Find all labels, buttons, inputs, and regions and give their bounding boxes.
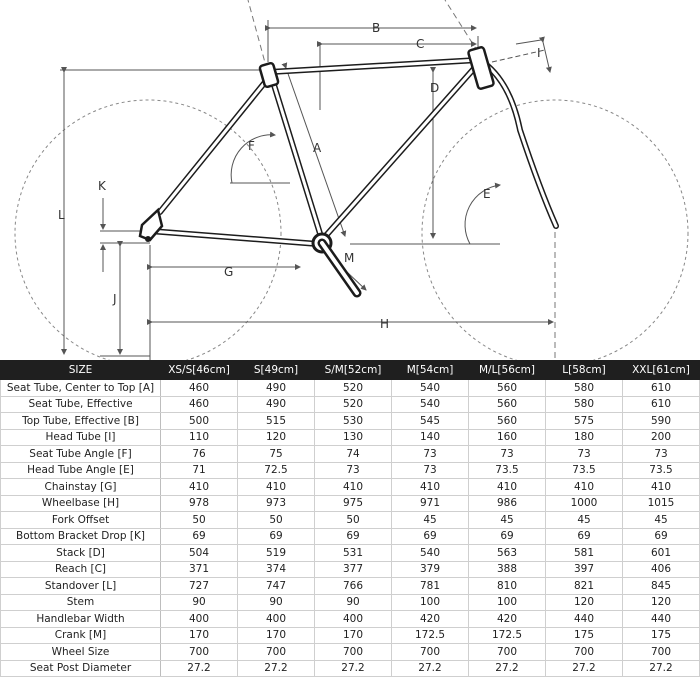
table-cell: 986 — [469, 495, 546, 512]
table-cell: 69 — [469, 528, 546, 545]
table-cell: 73 — [469, 446, 546, 463]
row-label: Seat Tube Angle [F] — [1, 446, 161, 463]
table-cell: 700 — [392, 644, 469, 661]
table-cell: 973 — [238, 495, 315, 512]
size-col-header: XXL[61cm] — [623, 361, 700, 380]
table-cell: 100 — [392, 594, 469, 611]
table-cell: 175 — [623, 627, 700, 644]
table-cell: 45 — [469, 512, 546, 529]
table-cell: 172.5 — [469, 627, 546, 644]
table-row — [1, 512, 700, 529]
table-cell: 50 — [315, 512, 392, 529]
size-header-label: SIZE — [1, 361, 161, 380]
table-cell: 971 — [392, 495, 469, 512]
row-label: Seat Tube, Center to Top [A] — [1, 380, 161, 397]
table-cell: 110 — [161, 429, 238, 446]
table-cell: 545 — [392, 413, 469, 430]
table-cell: 45 — [546, 512, 623, 529]
label-f: F — [248, 139, 255, 153]
size-col-header: S[49cm] — [238, 361, 315, 380]
table-row — [1, 627, 700, 644]
table-cell: 821 — [546, 578, 623, 595]
table-row — [1, 594, 700, 611]
table-cell: 515 — [238, 413, 315, 430]
table-cell: 130 — [315, 429, 392, 446]
table-cell: 27.2 — [469, 660, 546, 677]
label-j: J — [113, 292, 117, 306]
table-row — [1, 578, 700, 595]
table-cell: 410 — [623, 479, 700, 496]
table-cell: 978 — [161, 495, 238, 512]
table-cell: 504 — [161, 545, 238, 562]
row-label: Standover [L] — [1, 578, 161, 595]
table-cell: 170 — [161, 627, 238, 644]
table-cell: 580 — [546, 380, 623, 397]
table-cell: 560 — [469, 413, 546, 430]
table-cell: 69 — [546, 528, 623, 545]
table-cell: 520 — [315, 380, 392, 397]
table-cell: 69 — [392, 528, 469, 545]
bike-frame — [150, 60, 556, 244]
table-cell: 160 — [469, 429, 546, 446]
table-cell: 74 — [315, 446, 392, 463]
row-label: Reach [C] — [1, 561, 161, 578]
row-label: Fork Offset — [1, 512, 161, 529]
table-cell: 72.5 — [238, 462, 315, 479]
table-cell: 700 — [546, 644, 623, 661]
table-cell: 140 — [392, 429, 469, 446]
size-col-header: L[58cm] — [546, 361, 623, 380]
table-cell: 700 — [469, 644, 546, 661]
row-label: Seat Post Diameter — [1, 660, 161, 677]
table-cell: 50 — [238, 512, 315, 529]
extension-lines — [248, 0, 555, 360]
table-cell: 519 — [238, 545, 315, 562]
row-label: Head Tube [I] — [1, 429, 161, 446]
table-cell: 610 — [623, 380, 700, 397]
table-cell: 575 — [546, 413, 623, 430]
size-col-header: M/L[56cm] — [469, 361, 546, 380]
table-row — [1, 396, 700, 413]
table-cell: 388 — [469, 561, 546, 578]
table-cell: 530 — [315, 413, 392, 430]
table-cell: 400 — [161, 611, 238, 628]
table-cell: 120 — [546, 594, 623, 611]
table-cell: 406 — [623, 561, 700, 578]
table-cell: 120 — [238, 429, 315, 446]
table-cell: 180 — [546, 429, 623, 446]
table-cell: 560 — [469, 396, 546, 413]
table-cell: 73.5 — [546, 462, 623, 479]
table-cell: 120 — [623, 594, 700, 611]
label-c: C — [416, 37, 425, 51]
table-cell: 440 — [546, 611, 623, 628]
table-row — [1, 528, 700, 545]
table-cell: 27.2 — [623, 660, 700, 677]
table-cell: 90 — [161, 594, 238, 611]
label-a: A — [313, 141, 322, 155]
head-tube — [468, 47, 494, 90]
table-cell: 601 — [623, 545, 700, 562]
table-cell: 45 — [623, 512, 700, 529]
table-cell: 410 — [161, 479, 238, 496]
label-e: E — [483, 187, 491, 201]
table-cell: 371 — [161, 561, 238, 578]
table-cell: 73 — [392, 446, 469, 463]
label-d: D — [430, 81, 440, 95]
table-cell: 700 — [238, 644, 315, 661]
table-cell: 397 — [546, 561, 623, 578]
table-cell: 200 — [623, 429, 700, 446]
size-col-header: S/M[52cm] — [315, 361, 392, 380]
table-cell: 440 — [623, 611, 700, 628]
row-label: Wheel Size — [1, 644, 161, 661]
label-i: I — [537, 46, 541, 60]
table-row — [1, 495, 700, 512]
table-cell: 540 — [392, 545, 469, 562]
table-cell: 400 — [238, 611, 315, 628]
table-cell: 500 — [161, 413, 238, 430]
table-cell: 71 — [161, 462, 238, 479]
table-cell: 560 — [469, 380, 546, 397]
table-row — [1, 429, 700, 446]
table-cell: 540 — [392, 396, 469, 413]
table-cell: 100 — [469, 594, 546, 611]
row-label: Stack [D] — [1, 545, 161, 562]
table-cell: 1015 — [623, 495, 700, 512]
table-cell: 766 — [315, 578, 392, 595]
table-cell: 531 — [315, 545, 392, 562]
table-row — [1, 611, 700, 628]
size-header-row — [1, 361, 700, 380]
table-row — [1, 644, 700, 661]
table-cell: 69 — [238, 528, 315, 545]
table-cell: 27.2 — [392, 660, 469, 677]
table-cell: 490 — [238, 396, 315, 413]
table-cell: 175 — [546, 627, 623, 644]
table-cell: 410 — [315, 479, 392, 496]
table-cell: 170 — [238, 627, 315, 644]
table-cell: 563 — [469, 545, 546, 562]
size-col-header: M[54cm] — [392, 361, 469, 380]
rear-dropout — [140, 210, 162, 240]
label-b: B — [372, 21, 381, 35]
table-cell: 700 — [623, 644, 700, 661]
table-cell: 781 — [392, 578, 469, 595]
table-cell: 410 — [392, 479, 469, 496]
table-cell: 700 — [161, 644, 238, 661]
table-cell: 45 — [392, 512, 469, 529]
table-row — [1, 479, 700, 496]
table-row — [1, 446, 700, 463]
table-row — [1, 545, 700, 562]
table-row — [1, 462, 700, 479]
table-cell: 590 — [623, 413, 700, 430]
table-cell: 75 — [238, 446, 315, 463]
table-cell: 69 — [623, 528, 700, 545]
row-label: Wheelbase [H] — [1, 495, 161, 512]
table-cell: 50 — [161, 512, 238, 529]
table-row — [1, 660, 700, 677]
row-label: Crank [M] — [1, 627, 161, 644]
row-label: Bottom Bracket Drop [K] — [1, 528, 161, 545]
table-cell: 975 — [315, 495, 392, 512]
table-cell: 379 — [392, 561, 469, 578]
table-cell: 90 — [315, 594, 392, 611]
table-row — [1, 380, 700, 397]
row-label: Head Tube Angle [E] — [1, 462, 161, 479]
table-cell: 420 — [392, 611, 469, 628]
table-cell: 410 — [546, 479, 623, 496]
table-cell: 747 — [238, 578, 315, 595]
table-cell: 727 — [161, 578, 238, 595]
table-cell: 610 — [623, 396, 700, 413]
front-wheel-outline — [422, 100, 688, 360]
row-label: Chainstay [G] — [1, 479, 161, 496]
table-cell: 540 — [392, 380, 469, 397]
table-cell: 27.2 — [238, 660, 315, 677]
table-cell: 27.2 — [315, 660, 392, 677]
table-cell: 810 — [469, 578, 546, 595]
table-cell: 410 — [238, 479, 315, 496]
table-cell: 69 — [161, 528, 238, 545]
table-cell: 172.5 — [392, 627, 469, 644]
table-cell: 460 — [161, 380, 238, 397]
table-row — [1, 561, 700, 578]
table-cell: 73 — [546, 446, 623, 463]
label-h: H — [380, 317, 390, 331]
table-cell: 170 — [315, 627, 392, 644]
table-cell: 377 — [315, 561, 392, 578]
table-cell: 73.5 — [469, 462, 546, 479]
table-cell: 90 — [238, 594, 315, 611]
table-cell: 374 — [238, 561, 315, 578]
table-row — [1, 413, 700, 430]
table-cell: 27.2 — [546, 660, 623, 677]
table-cell: 69 — [315, 528, 392, 545]
table-cell: 581 — [546, 545, 623, 562]
row-label: Top Tube, Effective [B] — [1, 413, 161, 430]
row-label: Seat Tube, Effective — [1, 396, 161, 413]
table-cell: 420 — [469, 611, 546, 628]
table-cell: 73.5 — [623, 462, 700, 479]
table-cell: 73 — [392, 462, 469, 479]
table-cell: 520 — [315, 396, 392, 413]
geometry-table — [0, 360, 700, 677]
table-cell: 76 — [161, 446, 238, 463]
table-cell: 410 — [469, 479, 546, 496]
table-cell: 27.2 — [161, 660, 238, 677]
row-label: Stem — [1, 594, 161, 611]
label-m: M — [344, 251, 355, 265]
label-k: K — [98, 179, 106, 193]
table-cell: 845 — [623, 578, 700, 595]
label-g: G — [224, 265, 234, 279]
label-l: L — [58, 208, 65, 222]
table-cell: 700 — [315, 644, 392, 661]
table-cell: 460 — [161, 396, 238, 413]
table-cell: 73 — [315, 462, 392, 479]
row-label: Handlebar Width — [1, 611, 161, 628]
table-cell: 1000 — [546, 495, 623, 512]
table-cell: 73 — [623, 446, 700, 463]
table-cell: 580 — [546, 396, 623, 413]
table-cell: 490 — [238, 380, 315, 397]
table-cell: 400 — [315, 611, 392, 628]
size-col-header: XS/S[46cm] — [161, 361, 238, 380]
